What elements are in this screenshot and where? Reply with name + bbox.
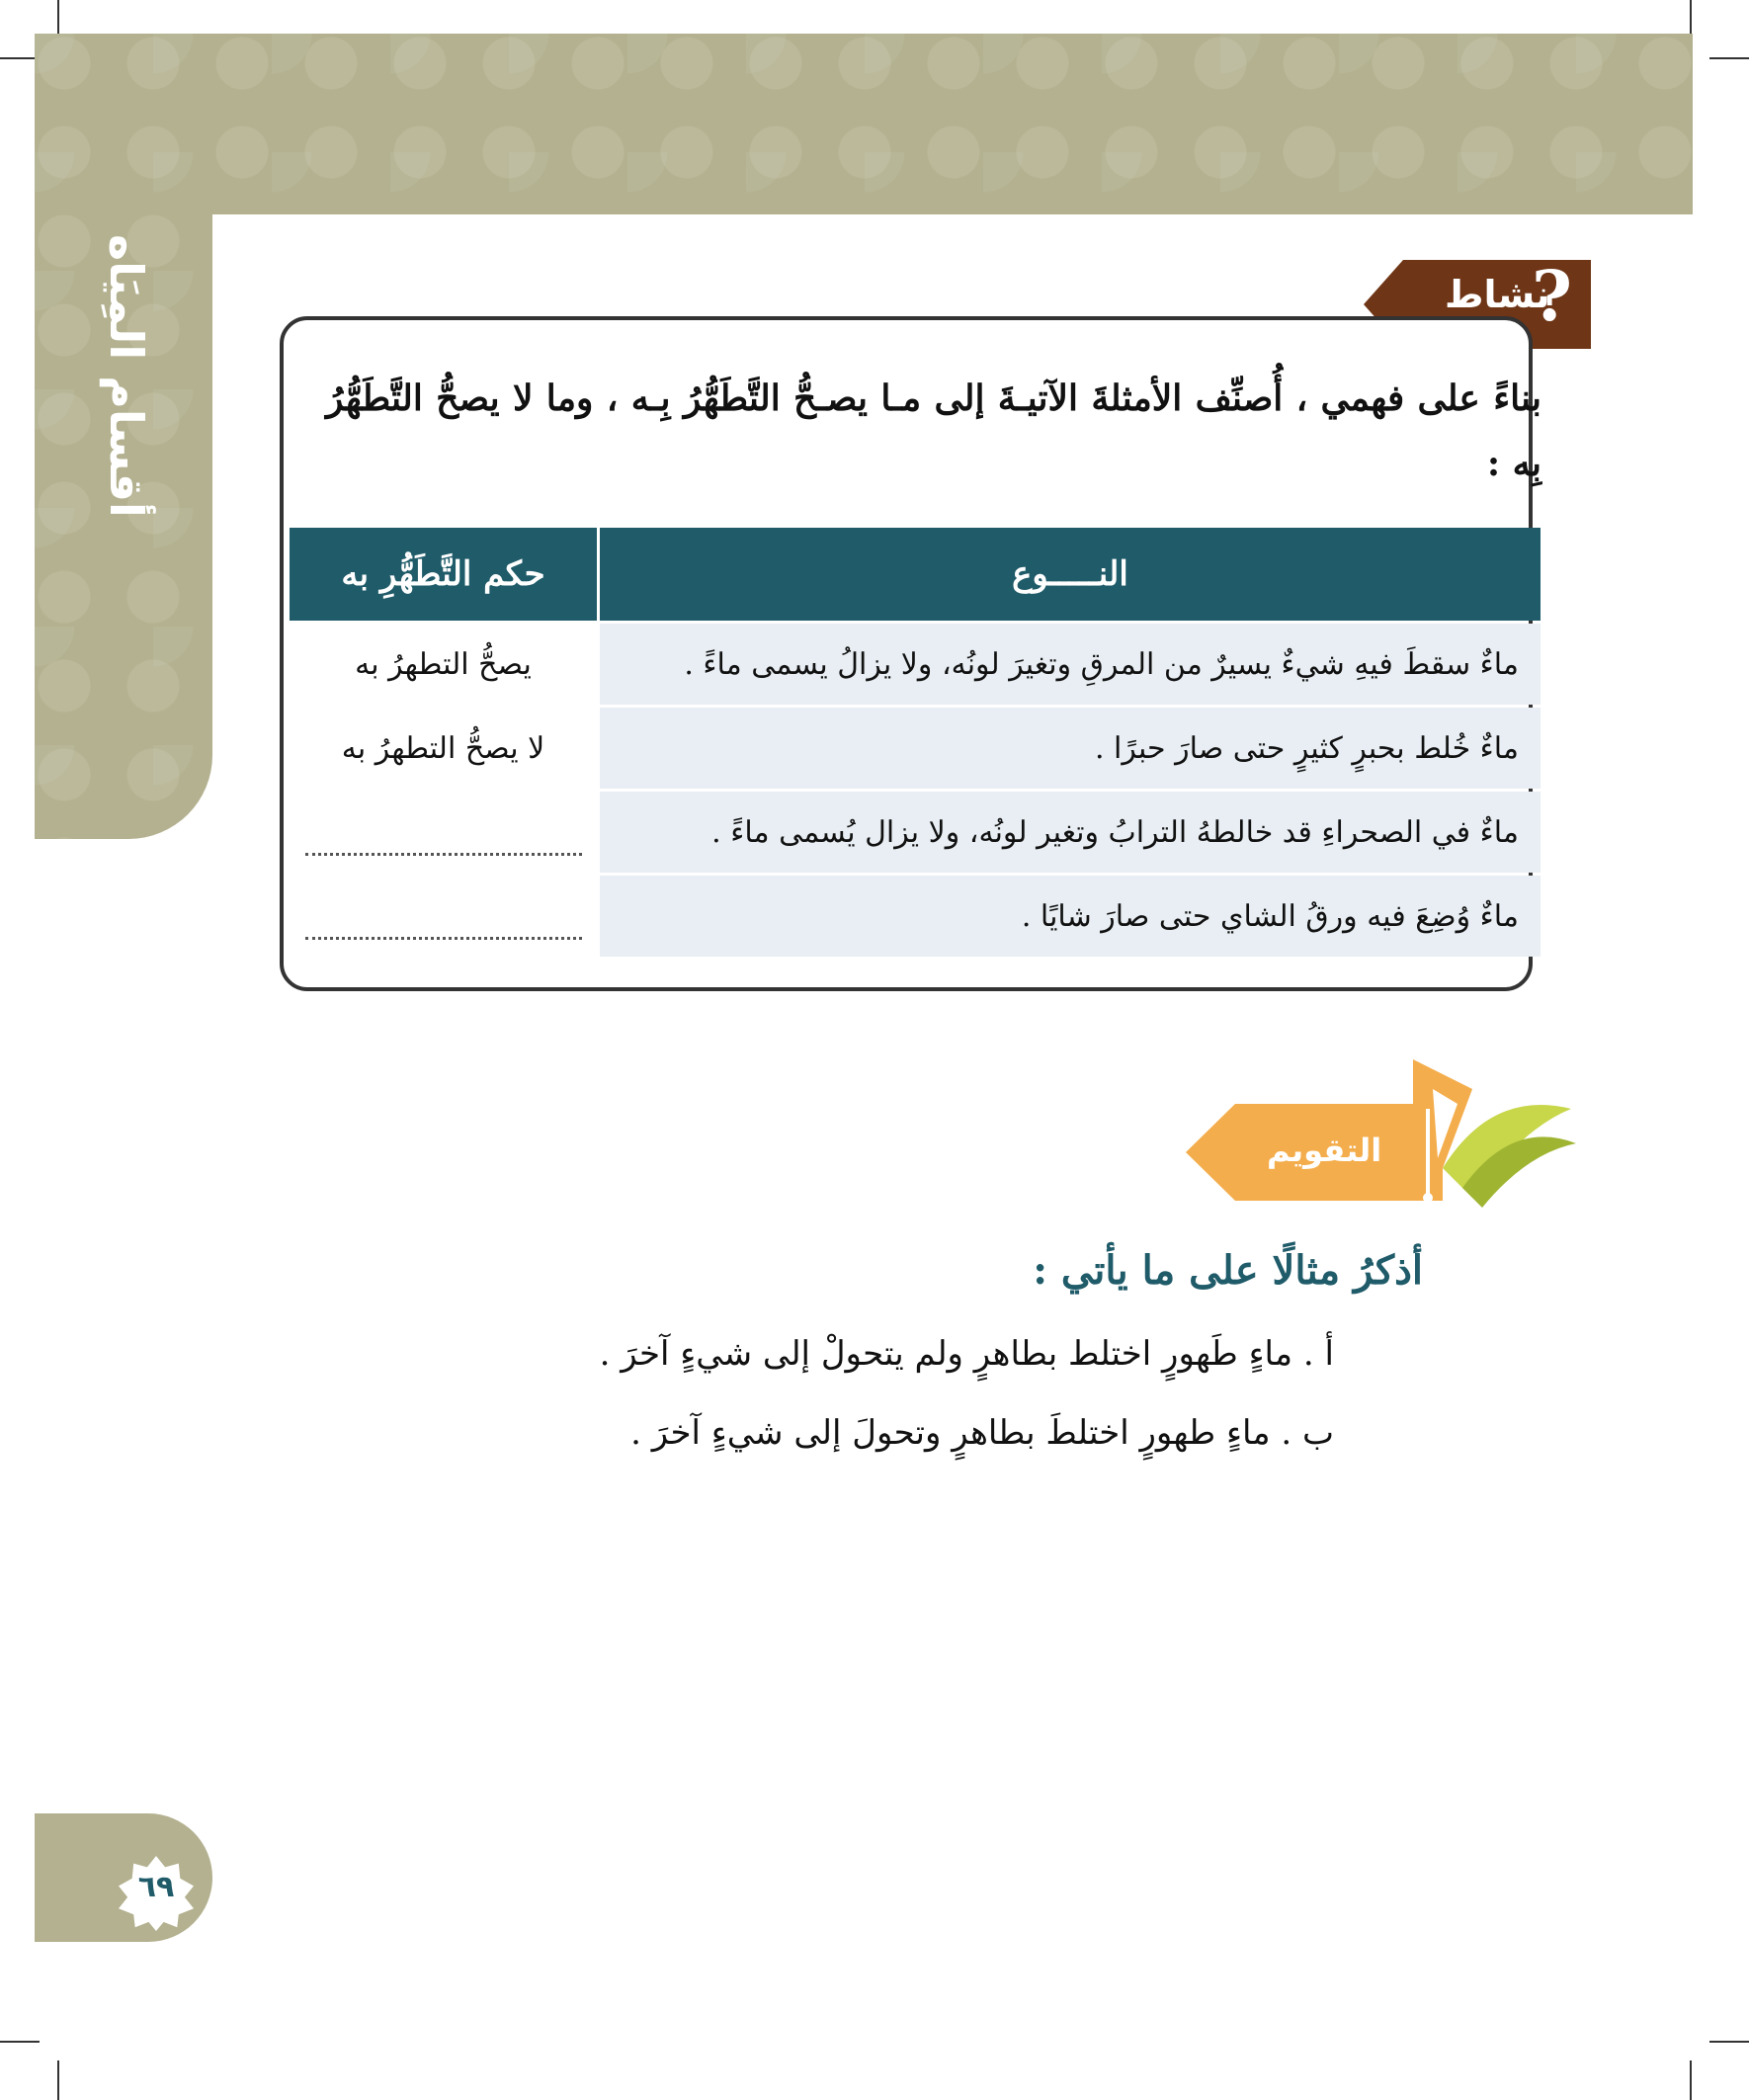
type-cell: ماءٌ في الصحراءِ قد خالطهُ الترابُ وتغير لونُه، ولا يزال يُسمى ماءً . xyxy=(600,792,1541,873)
table-row xyxy=(290,624,1541,705)
evaluation-question: أذكرُ مثالًا على ما يأتي : xyxy=(1033,1247,1423,1294)
ruling-blank-cell[interactable] xyxy=(290,876,597,957)
crop-mark xyxy=(57,2060,59,2100)
crop-mark xyxy=(1690,2060,1692,2100)
answer-blank[interactable] xyxy=(305,937,582,940)
crop-mark xyxy=(0,57,40,59)
activity-label: نشاط xyxy=(1445,273,1550,316)
chapter-title: أقسام المِيَاه xyxy=(100,233,153,518)
evaluation-item: أ . ماءٍ طَهورٍ اختلط بطاهرٍ ولم يتحولْ إلى شيءٍ آخرَ . xyxy=(599,1334,1334,1374)
ruling-cell: يصحُّ التطهرُ به xyxy=(290,624,597,705)
pen-and-paper-icon xyxy=(1403,1050,1581,1218)
answer-blank[interactable] xyxy=(305,853,582,856)
crop-mark xyxy=(1709,57,1749,59)
activity-instruction: بناءً على فهمي ، أُصنِّف الأمثلةَ الآتيـةَ إلى مـا يصـحُّ التَّطَهُّرُ بِـه ، وما لا يصحُّ التَّطَهُّرُ بِه : xyxy=(326,378,1541,484)
ruling-cell: لا يصحُّ التطهرُ به xyxy=(290,708,597,789)
table-row xyxy=(290,876,1541,957)
table-row xyxy=(290,792,1541,873)
page-number: ٦٩ xyxy=(137,1870,175,1904)
classification-table xyxy=(287,525,1543,960)
evaluation-label: التقويم xyxy=(1267,1132,1382,1169)
type-cell: ماءٌ خُلط بحبرٍ كثيرٍ حتى صارَ حبرًا . xyxy=(600,708,1541,789)
table-header-row xyxy=(290,528,1541,621)
header-ruling: حكم التَّطَهُّرِ به xyxy=(290,528,597,621)
type-cell: ماءٌ وُضِعَ فيه ورقُ الشاي حتى صارَ شايًا . xyxy=(600,876,1541,957)
header-type: النـــــوع xyxy=(600,528,1541,621)
evaluation-item: ب . ماءٍ طهورٍ اختلطَ بطاهرٍ وتحولَ إلى شيءٍ آخرَ . xyxy=(630,1413,1334,1453)
question-mark-icon: ? xyxy=(1532,255,1573,337)
crop-mark xyxy=(1709,2041,1749,2043)
crop-mark xyxy=(0,2041,40,2043)
header-band xyxy=(35,34,1693,214)
type-cell: ماءٌ سقطَ فيهِ شيءٌ يسيرٌ من المرقِ وتغيرَ لونُه، ولا يزالُ يسمى ماءً . xyxy=(600,624,1541,705)
table-row xyxy=(290,708,1541,789)
ruling-blank-cell[interactable] xyxy=(290,792,597,873)
